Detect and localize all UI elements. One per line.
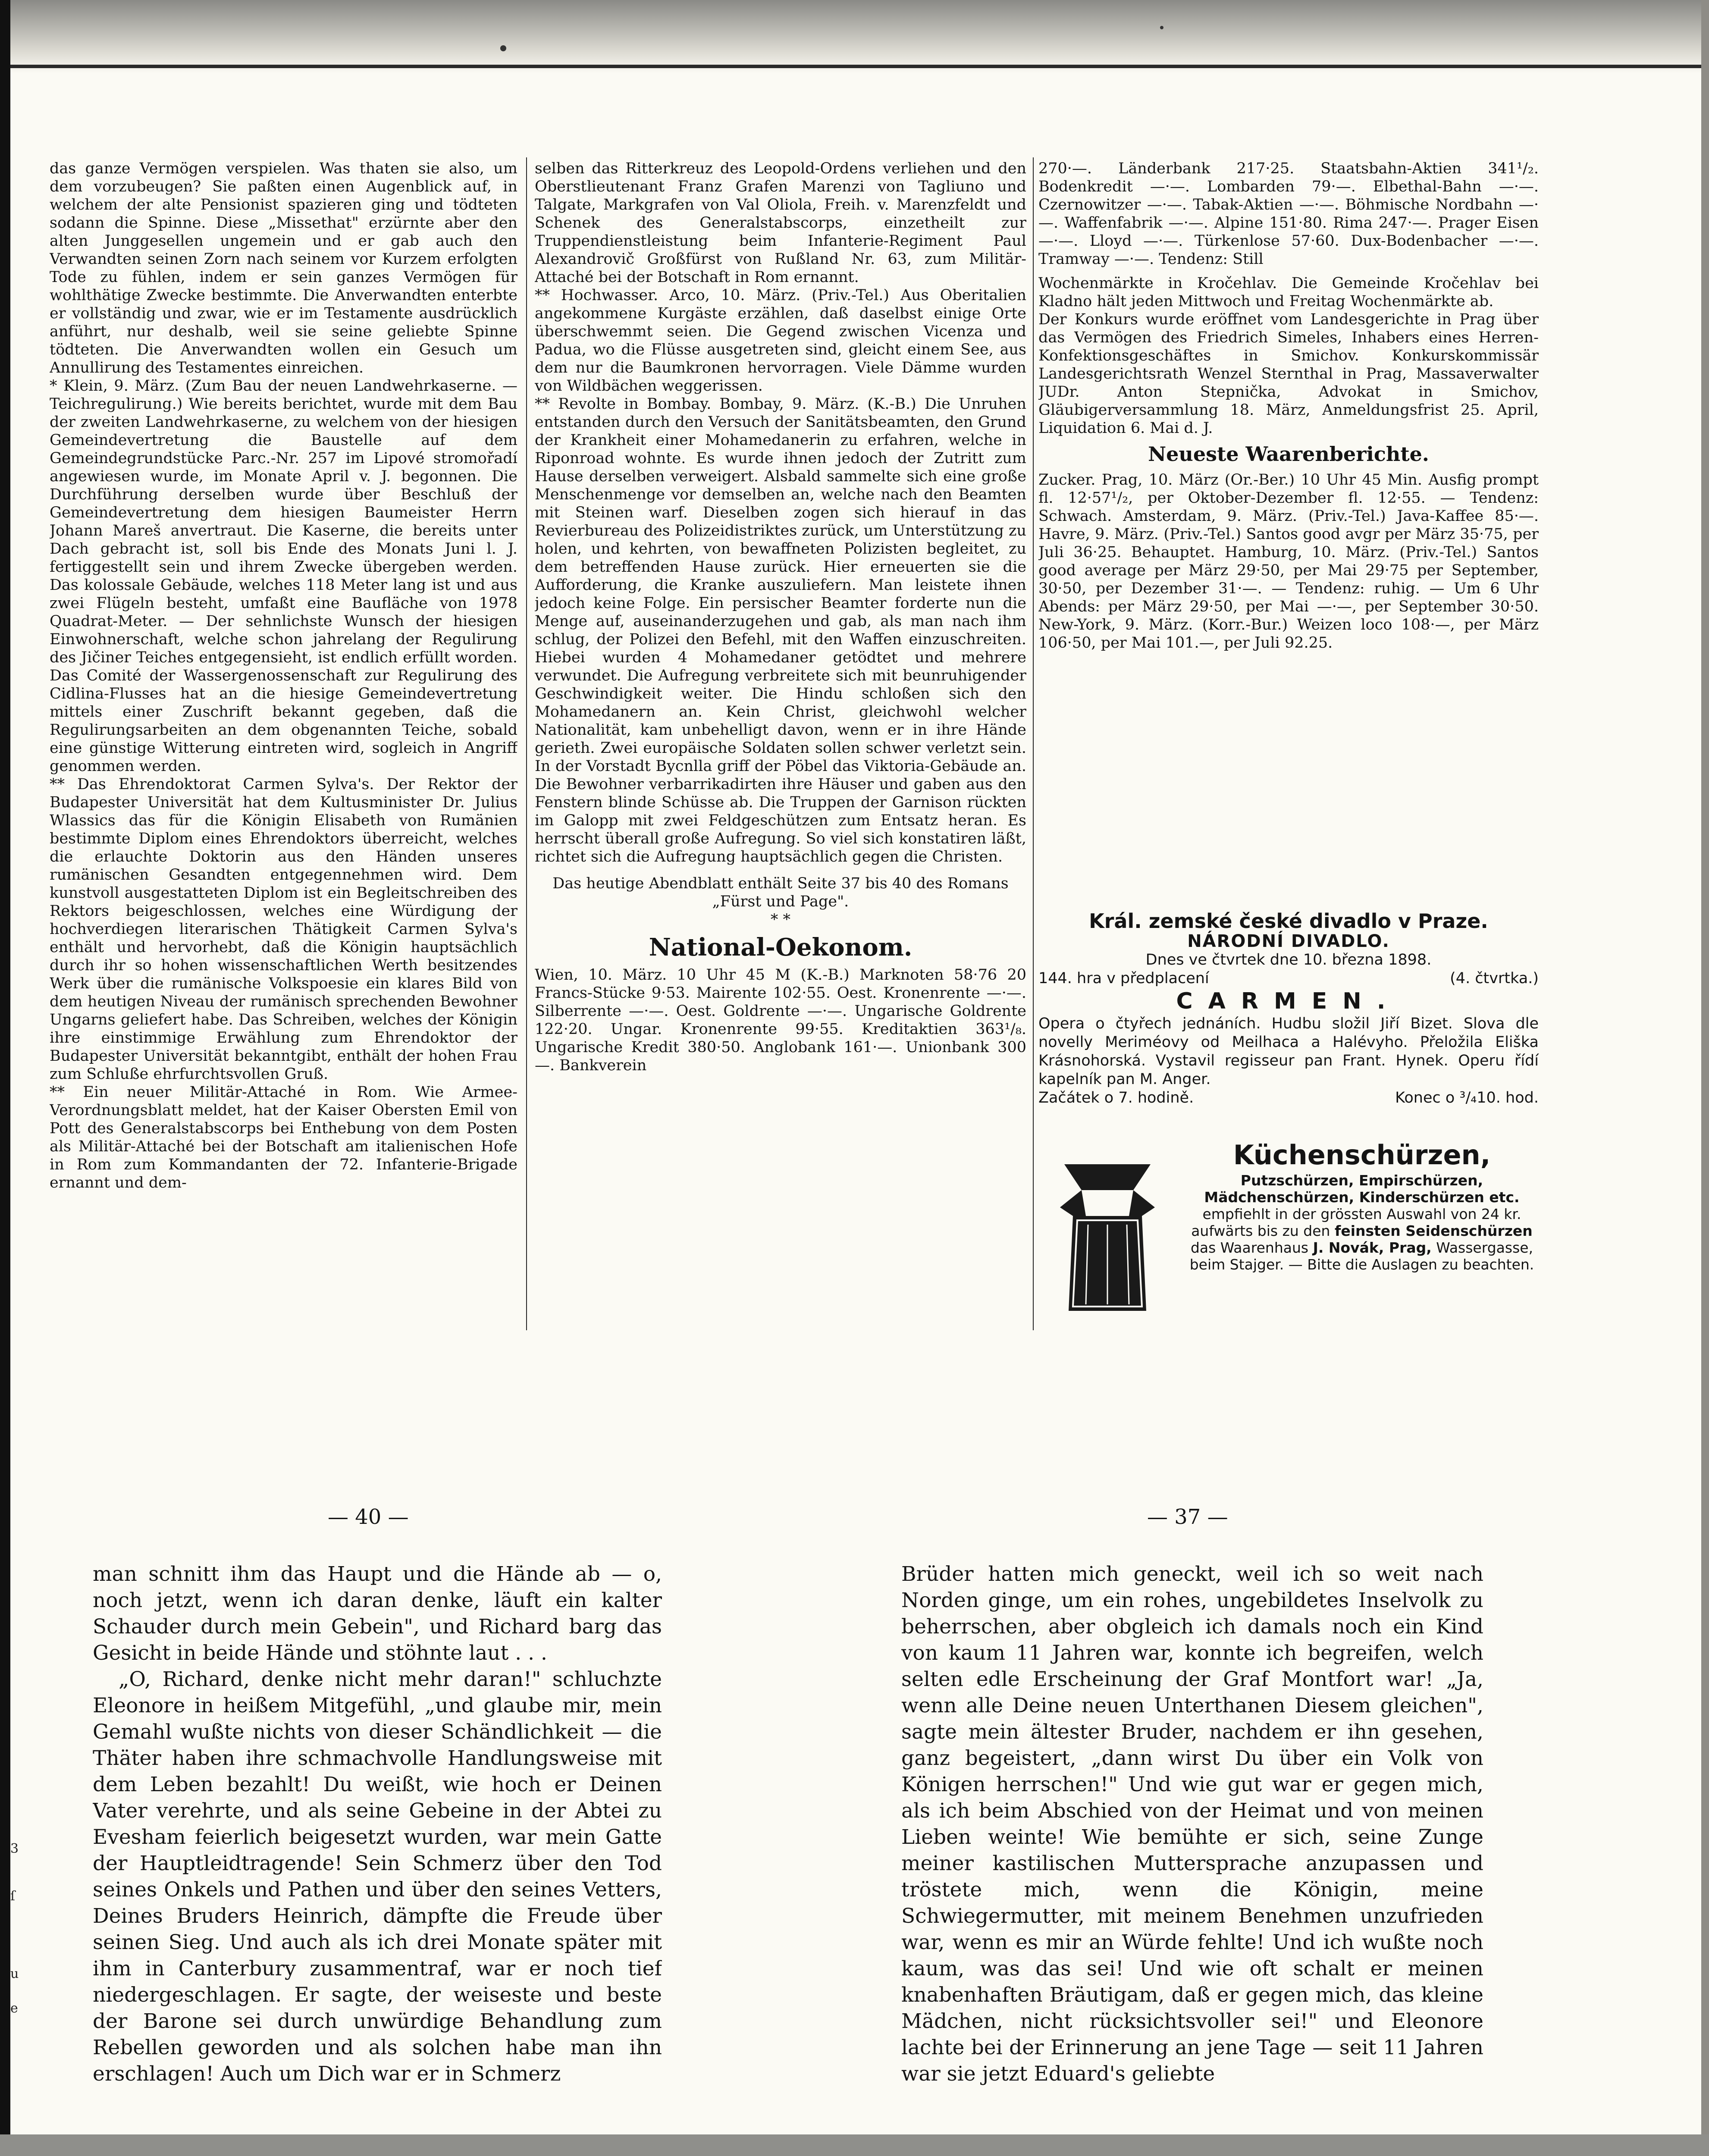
ad-body: das Waarenhaus (1190, 1239, 1309, 1256)
apron-advertisement (1038, 1138, 1539, 1324)
advertisement-text (1185, 1138, 1539, 1273)
section-heading: Neueste Waarenberichte. (1148, 442, 1429, 466)
bankruptcy-notice: Der Konkurs wurde eröffnet vom Landesgerichte in Prag über das Vermögen des Friedrich Simeles, Inhabers eines Herren-Konfektionsgeschäftes in Smichov. Konkurskommissär Landesgerichtsrath Wenzel Sternthal in Prag, Massaverwalter JUDr. Anton Stepnička, Advokat in Smichov, Gläubigerversammlung 18. März, Anmeldungsfrist 25. April, Liquidation 6. Mai d. J. (1038, 311, 1539, 437)
column-1 (50, 160, 517, 1332)
theatre-performance-line (1038, 969, 1539, 988)
ad-body: Wassergasse, beim Stajger. — Bitte die Auslagen zu beachten. (1189, 1239, 1534, 1273)
commodity-reports: Zucker. Prag, 10. März (Or.-Ber.) 10 Uhr 45 Min. Ausfig prompt fl. 12·57¹/₂, per Oktober-Dezember fl. 12·55. — Tendenz: Schwach. Amsterdam, 9. März. (Priv.-Tel.) Java-Kaffee 85·—. Havre, 9. März. (Priv.-Tel.) Santos good avgr per März 35·75, per Juli 36·25. Behauptet. Hamburg, 10. März. (Priv.-Tel.) Santos good average per März 29·50, per Mai 29·75 per September, 30·50, per Dezember 31·—. — Tendenz: ruhig. — Um 6 Uhr Abends: per März 29·50, per Mai —·—, per September 30·50. New-York, 9. März. (Korr.-Bur.) Weizen loco 108·—, per März 106·50, per Mai 101.—, per Juli 92.25. (1038, 471, 1539, 652)
article-paragraph: * Klein, 9. März. (Zum Bau der neuen Landwehrkaserne. — Teichregulirung.) Wie bereits berichtet, wurde mit dem Bau der zweiten Landwehrkaserne, zu welchem von der hiesigen Gemeindevertretung die Baustelle auf dem Gemeindegrundstücke Parc.-Nr. 257 im Lipové stromořadí angewiesen wurde, im Monate April v. J. begonnen. Die Durchführung derselben wurde über Beschluß der Gemeindevertretung dem hiesigen Baumeister Herrn Johann Mareš anvertraut. Die Kaserne, die bereits unter Dach gebracht ist, soll bis Ende des Monats Juni l. J. fertiggestellt sein und ihrem Zwecke übergeben werden. Das kolossale Gebäude, welches 118 Meter lang ist und aus zwei Flügeln besteht, umfaßt eine Baufläche von 1978 Quadrat-Meter. — Der sehnlichste Wunsch der hiesigen Einwohnerschaft, welche schon jahrelang der Regulirung des Jičiner Teiches entgegensieht, ist endlich erfüllt worden. Das Comité der Wassergenossenschaft zur Regulirung des Cidlina-Flusses hat an die hiesige Gemeindevertretung mittels einer Zuschrift bekannt gegeben, daß die Regulirungsarbeiten an dem obgenannten Teiche, sobald eine günstige Witterung eintreten wird, sogleich in Angriff genommen werden. (50, 377, 517, 775)
theatre-date: Dnes ve čtvrtek dne 10. března 1898. (1145, 951, 1432, 968)
apron-illustration (1047, 1156, 1168, 1319)
ad-highlight: feinsten Seidenschürzen (1334, 1222, 1533, 1239)
article-paragraph: ** Das Ehrendoktorat Carmen Sylva's. Der Rektor der Budapester Universität hat dem Kultusminister Dr. Julius Wlassics das für die Königin Elisabeth von Rumänien bestimmte Diplom eines Ehrendoktors überreicht, welches die erlauchte Doktorin aus den Händen unseres rumänischen Gesandten entgegennehmen wird. Dem kunstvoll ausgestatteten Diplom ist ein Begleitschreiben des Rektors beigeschlossen, welches eine Würdigung der hochverdiegen literarischen Thätigkeit Carmen Sylva's enthält und hervorhebt, daß die Königin hauptsächlich durch ihr so hohen wissenschaftlichen Werth besitzendes Werk über die rumänische Volkspoesie ein klares Bild von dem heutigen Niveau der rumänisch sprechenden Bewohner Ungarns geliefert habe. Das Schreiben, welches der Königin ihre einstimmige Erwählung zum Ehrendoktor der Budapester Universität bekanntgibt, enthält der hohen Frau zum Schluße ehrfurchtsvollen Gruß. (50, 776, 517, 1083)
end-time: Konec o ³/₄10. hod. (1395, 1089, 1539, 1106)
novel-page-right (901, 1561, 1483, 2134)
play-title: CARMEN. (1176, 988, 1401, 1014)
ad-body: empfiehlt in der grössten Auswahl von 24 kr. aufwärts bis zu den (1191, 1206, 1521, 1239)
performance-weekday: (4. čtvrtka.) (1450, 970, 1539, 987)
column-divider (526, 157, 527, 1330)
column-divider (1033, 157, 1034, 1330)
novel-paragraph: Brüder hatten mich geneckt, weil ich so weit nach Norden ginge, um ein rohes, ungebildetes Inselvolk zu beherrschen, aber obgleich ich damals noch ein Kind von kaum 11 Jahren war, konnte ich begreifen, welch selten edle Erscheinung der Graf Montfort war! „Ja, wenn alle Deine neuen Unterthanen Diesem gleichen", sagte mein ältester Bruder, nachdem er ihn gesehen, ganz begeistert, „dann wirst Du über ein Volk von Königen herrschen!" Und wie gut war er gegen mich, als ich beim Abschied von der Heimat und von meinen Lieben weinte! Wie bemühte er sich, seine Zunge meiner kastilischen Muttersprache anzupassen und tröstete mich, wenn die Königin, meine Schwiegermutter, mit meinem Benehmen unzufrieden war, wenn es mir an Würde fehlte! Und ich wußte noch kaum, was das sei! Und wie oft schalt er meinen knabenhaften Bräutigam, daß er gegen mich, das kleine Mädchen, nicht rücksichtsvoller sei!" und Eleonore lachte bei der Erinnerung an jene Tage — seit 11 Jahren war sie jetzt Eduard's geliebte (901, 1562, 1483, 2086)
scan-top-shadow (0, 0, 1709, 73)
page-number-right: — 37 — (1147, 1505, 1228, 1529)
margin-mark: u (10, 1966, 19, 1981)
section-heading: National-Oekonom. (649, 933, 913, 962)
column-2 (535, 160, 1026, 1332)
novel-note: Das heutige Abendblatt enthält Seite 37 bis 40 des Romans „Fürst und Page". (552, 875, 1009, 910)
article-paragraph: ** Hochwasser. Arco, 10. März. (Priv.-Tel.) Aus Oberitalien angekommene Kurgäste erzählen, daß daselbst einige Orte überschwemmt seien. Die Gegend zwischen Vicenza und Padua, wo die Flüsse ausgetreten sind, gleicht einem See, aus dem nur die Baumkronen hervorragen. Viele Dämme wurden von Wildbächen weggerissen. (535, 287, 1026, 395)
column-3 (1038, 160, 1539, 906)
market-report: 270·—. Länderbank 217·25. Staatsbahn-Aktien 341¹/₂. Bodenkredit —·—. Lombarden 79·—. Elbethal-Bahn —·—. Czernowitzer —·—. Tabak-Aktien —·—. Böhmische Nordbahn —·—. Waffenfabrik —·—. Alpine 151·80. Rima 247·—. Prager Eisen —·—. Lloyd —·—. Türkenlose 57·60. Dux-Bodenbacher —·—. Tramway —·—. Tendenz: Still (1038, 160, 1539, 268)
theatre-notice (1038, 910, 1539, 1107)
theatre-title: Král. zemské české divadlo v Praze. (1089, 909, 1488, 933)
scan-top-edge (0, 65, 1709, 68)
page-number-left: — 40 — (328, 1505, 409, 1529)
margin-mark: e (10, 2001, 18, 2016)
article-paragraph: selben das Ritterkreuz des Leopold-Ordens verliehen und den Oberstlieutenant Franz Grafen Marenzi von Tagliuno und Talgate, Markgrafen von Val Oliola, Freih. v. Marenzfeldt und Schenek des Generalstabscorps, einzetheilt zur Truppendienstleistung beim Infanterie-Regiment Paul Alexandrovič Großfürst von Rußland Nr. 63, zum Militär-Attaché bei der Botschaft in Rom ernannt. (535, 160, 1026, 286)
scan-speck (500, 45, 506, 51)
scan-speck (1160, 26, 1163, 29)
scan-right-edge (1701, 0, 1709, 2156)
article-paragraph: das ganze Vermögen verspielen. Was thaten sie also, um dem vorzubeugen? Sie paßten einen Augenblick auf, in welchem der alte Pensionist spazieren ging und tödteten sodann die Spinne. Diese „Missethat" erzürnte aber den alten Junggesellen ungemein und er gab auch den Verwandten seinen Zorn nach seinem vor Kurzem erfolgten Tode zu fühlen, indem er sein ganzes Vermögen für wohlthätige Zwecke bestimmte. Die Anverwandten enterbte er vollständig und zwar, wie er im Testamente ausdrücklich anführt, nur deshalb, weil sie seine geliebte Spinne tödteten. Die Anverwandten wollen ein Gesuch um Annullirung des Testamentes einreichen. (50, 160, 517, 376)
weekly-markets: Wochenmärkte in Kročehlav. Die Gemeinde Kročehlav bei Kladno hält jeden Mittwoch und Freitag Wochenmärkte ab. (1038, 275, 1539, 310)
market-report: Wien, 10. März. 10 Uhr 45 M (K.-B.) Marknoten 58·76 20 Francs-Stücke 9·53. Mairente 102·55. Oest. Kronenrente —·—. Silberrente —·—. Oest. Goldrente —·—. Ungarische Goldrente 122·20. Ungar. Kronenrente 99·55. Kreditaktien 363¹/₈. Ungarische Kredit 380·50. Anglobank 161·—. Unionbank 300 —. Bankverein (535, 966, 1026, 1074)
separator: * * (770, 911, 791, 928)
novel-paragraph: „O, Richard, denke nicht mehr daran!" schluchzte Eleonore in heißem Mitgefühl, „und glaube mir, mein Gemahl wußte nichts von dieser Schändlichkeit — die Thäter haben ihre schmachvolle Handlungsweise mit dem Leben bezahlt! Du weißt, wie hoch er Deinen Vater verehrte, und als seine Gebeine in der Abtei zu Evesham feierlich beigesetzt wurden, war mein Gatte der Hauptleidtragende! Sein Schmerz über den Tod seines Onkels und Pathen und über den seines Vetters, Deines Bruders Heinrich, dämpfte die Freude über seinen Sieg. Und auch als ich drei Monate später mit ihm in Canterbury zusammentraf, war er noch tief niedergeschlagen. Er sagte, der weiseste und beste der Barone sei durch unwürdige Behandlung zum Rebellen geworden und als solchen habe man ihn erschlagen! Auch um Dich war er in Schmerz (93, 1667, 662, 2086)
play-description: Opera o čtyřech jednáních. Hudbu složil Jiří Bizet. Slova dle novelly Meriméovy od Meilhaca a Halévyho. Přeložila Eliška Krásnohorská. Vystavil regisseur pan Frant. Hynek. Operu řídí kapelník pan M. Anger. (1038, 1015, 1539, 1088)
theatre-times (1038, 1089, 1539, 1107)
novel-paragraph: man schnitt ihm das Haupt und die Hände ab — o, noch jetzt, wenn ich daran denke, läuft ein kalter Schauder durch mein Gebein", und Richard barg das Gesicht in beide Hände und stöhnte laut . . . (93, 1562, 662, 1665)
theatre-subtitle: NÁRODNÍ DIVADLO. (1187, 931, 1390, 951)
novel-page-left (93, 1561, 662, 2134)
ad-headline: Küchenschürzen, (1233, 1139, 1491, 1171)
article-paragraph: ** Ein neuer Militär-Attaché in Rom. Wie Armee-Verordnungsblatt meldet, hat der Kaiser Obersten Emil von Pott des Generalstabscorps bei Enthebung von dem Posten als Militär-Attaché bei der Botschaft am italienischen Hofe in Rom zum Kommandanten der 72. Infanterie-Brigade ernannt und dem- (50, 1084, 517, 1191)
margin-mark: 3 (10, 1841, 19, 1856)
article-paragraph: ** Revolte in Bombay. Bombay, 9. März. (K.-B.) Die Unruhen entstanden durch den Versuch der Sanitätsbeamten, den Grund der Krankheit einer Mohamedanerin zu erfahren, welche in Riponroad wohnte. Es wurde ihnen jedoch der Zutritt zum Hause derselben verweigert. Alsbald sammelte sich eine große Menschenmenge vor demselben an, welche nach den Beamten mit Steinen warf. Dieselben zogen sich hierauf in das Revierbureau des Polizeidistriktes zurück, um Unterstützung zu holen, und kehrten, von bewaffneten Polizisten begleitet, zu dem betreffenden Hause zurück. Hier erneuerten sie die Aufforderung, die Kranke auszuliefern. Man leistete ihnen jedoch keine Folge. Ein persischer Beamter forderte nun die Menge auf, auseinanderzugehen und gab, als man nach ihm schlug, der Polizei den Befehl, mit den Waffen einzuschreiten. Hiebei wurden 4 Mohamedaner getödtet und mehrere verwundet. Die Aufregung verbreitete sich mit beunruhigender Geschwindigkeit weiter. Die Hindu schloßen sich den Mohamedanern an. Kein Christ, gleichwohl welcher Nationalität, kam unbehelligt davon, wenn er in ihre Hände gerieth. Zwei europäische Soldaten sollen schwer verletzt sein. In der Vorstadt Bycnlla griff der Pöbel das Viktoria-Gebäude an. Die Bewohner verbarrikadirten ihre Häuser und gaben aus den Fenstern blinde Schüsse ab. Die Truppen der Garnison rückten im Galopp mit zwei Feldgeschützen zum Entsatz heran. Es herrscht überall große Aufregung. So viel sich konstatiren läßt, richtet sich die Aufregung hauptsächlich gegen die Christen. (535, 395, 1026, 865)
scan-bottom-area (0, 2134, 1709, 2156)
ad-firm: J. Novák, Prag, (1313, 1239, 1432, 1256)
ad-items: Putzschürzen, Empirschürzen, Mädchenschürzen, Kinderschürzen etc. (1204, 1172, 1520, 1206)
margin-mark: ſ (10, 1889, 16, 1904)
scan-left-edge (0, 0, 10, 2156)
performance-number: 144. hra v předplacení (1038, 970, 1209, 987)
start-time: Začátek o 7. hodině. (1038, 1089, 1194, 1106)
